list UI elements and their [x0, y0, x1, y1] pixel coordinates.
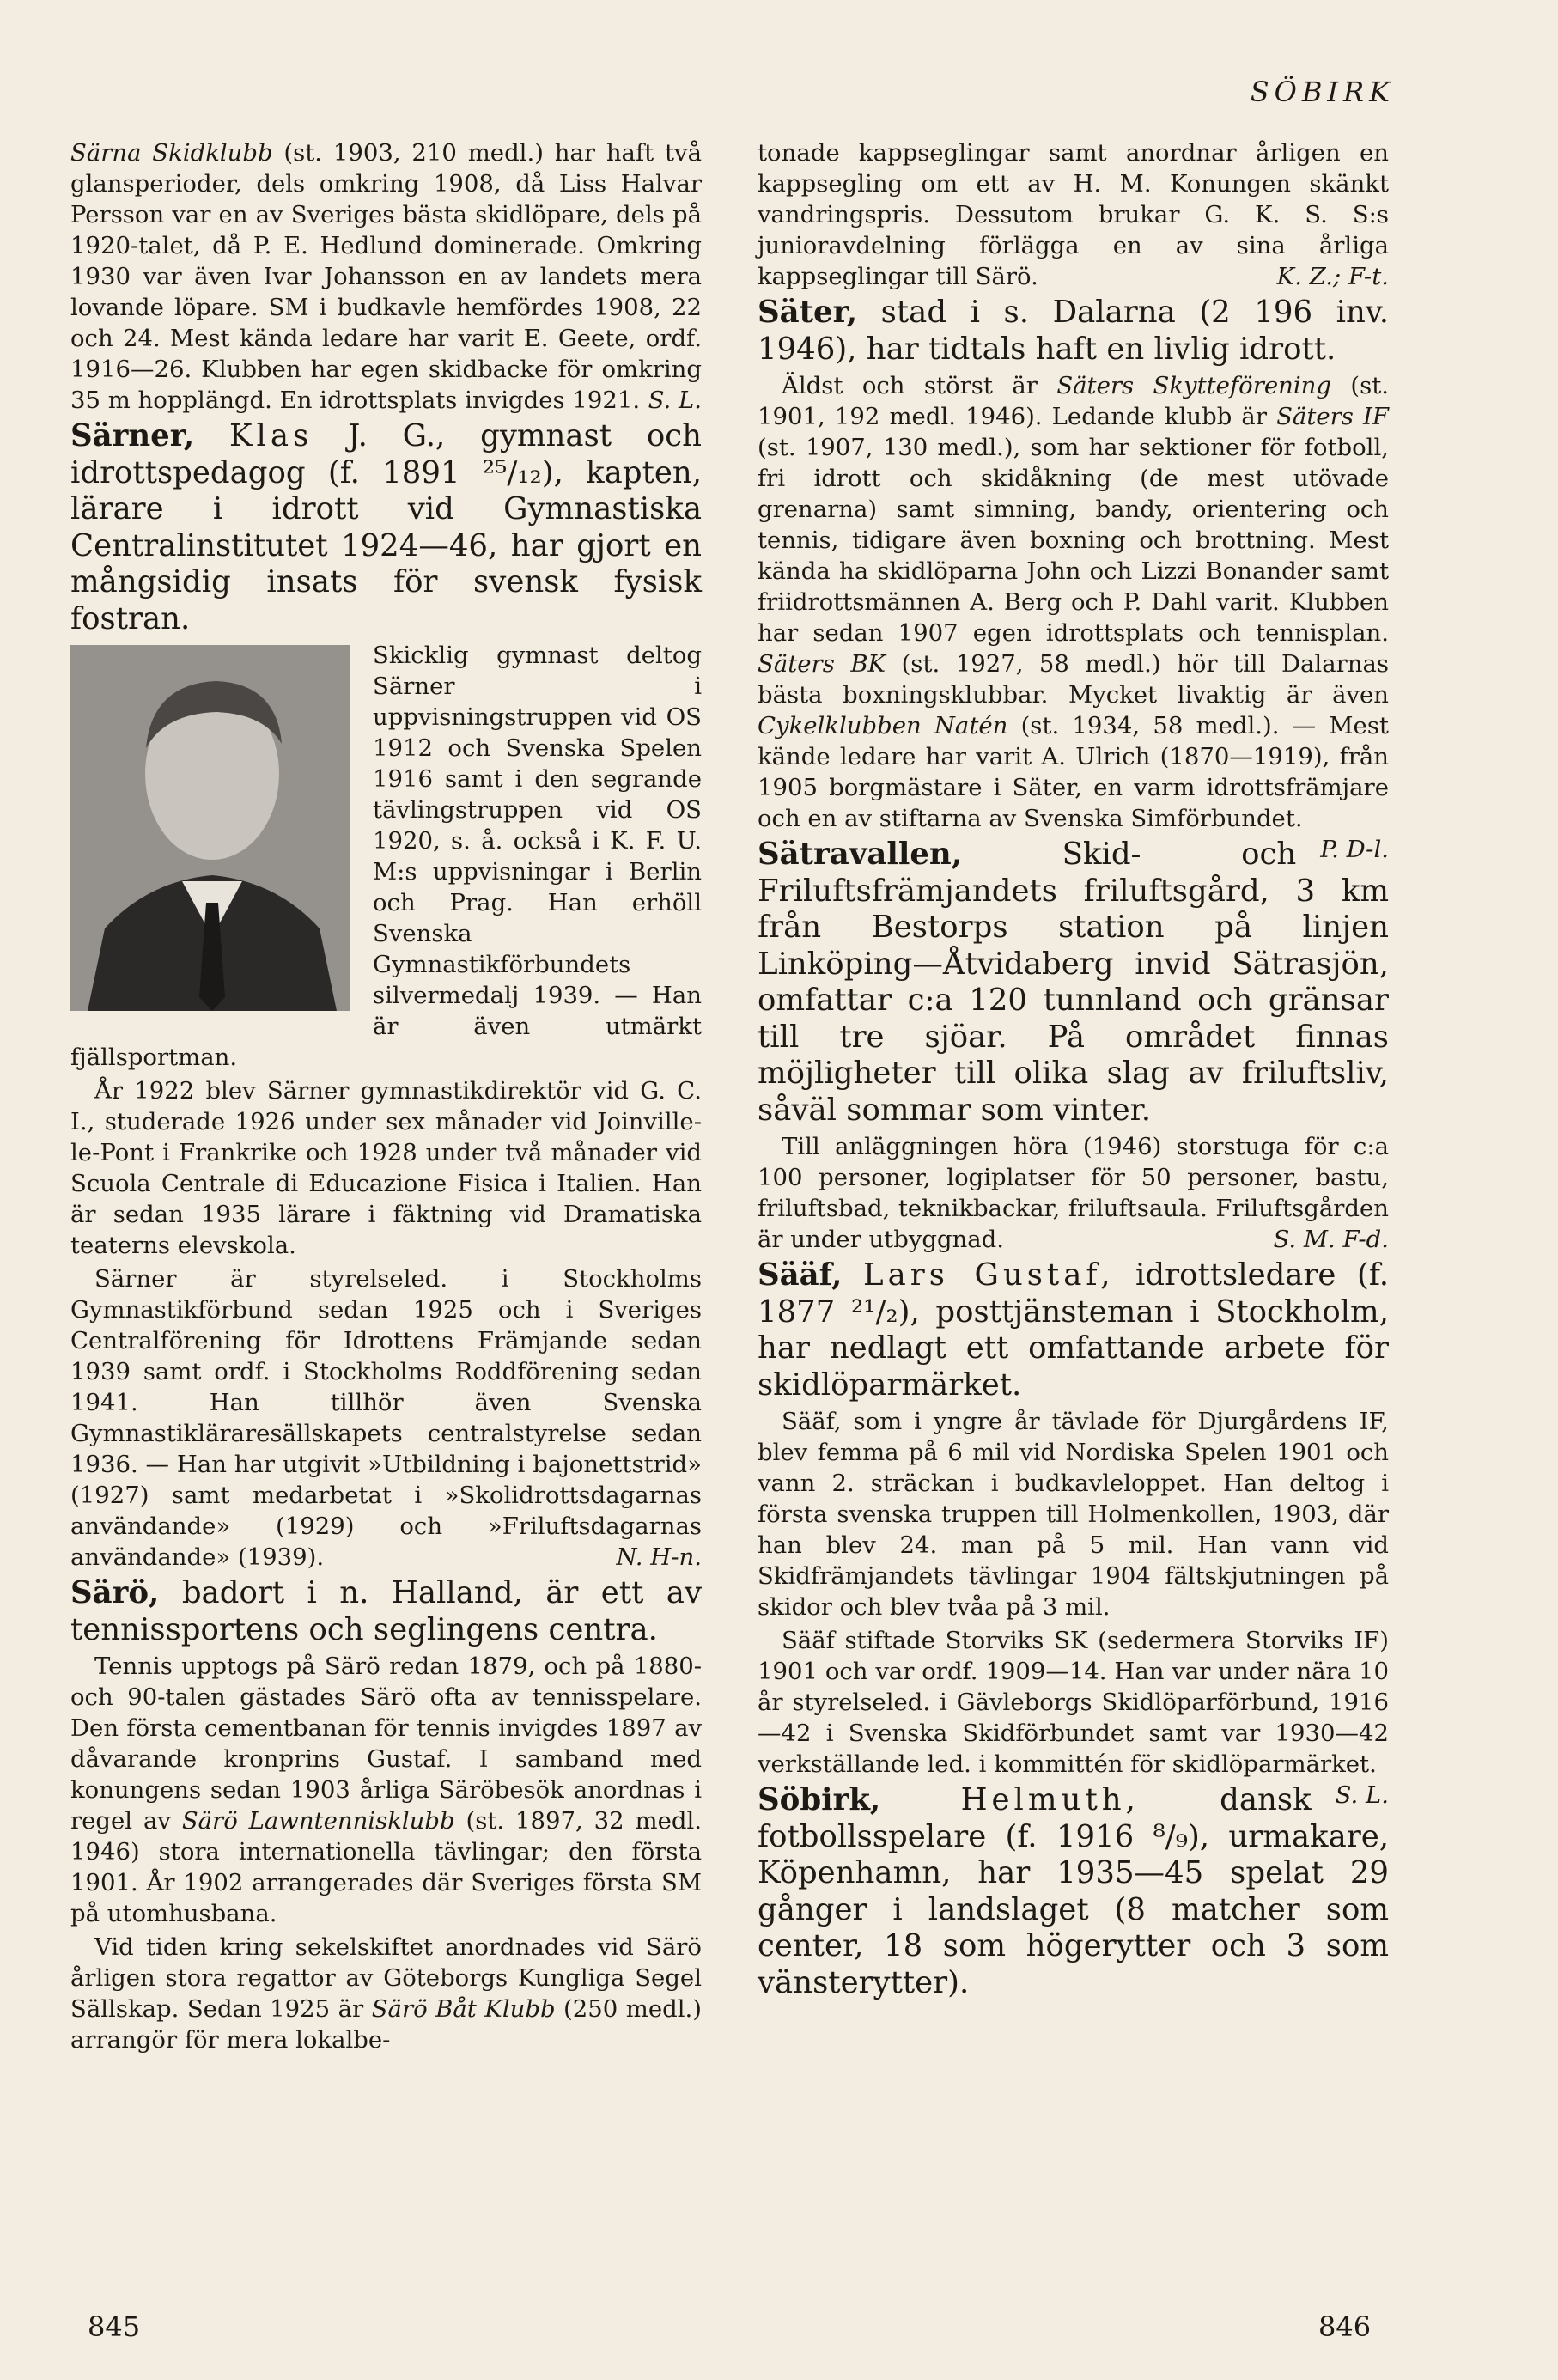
- sarna-club-name: Särna Skidklubb: [70, 139, 273, 167]
- sarner-paragraph-2: År 1922 blev Särner gymnastikdirektör vid G. C. I., studerade 1926 under sex månader vid Joinville-le-Pont i Frankrike och 1928 under två månader vid Scuola Centrale di Educazione Fisica i Italien. Han är sedan 1935 lärare i fäktning vid Dramatiska teaterns elevskola.: [70, 1077, 702, 1259]
- sater-paragraph: Äldst och störst är Säters Skytteförening (st. 1901, 192 medl. 1946). Ledande klubb är Säters IF (st. 1907, 130 medl.), som har sektioner för fotboll, fri idrott och skidåkning (de mest utövade grenarna) samt simning, bandy, orientering och tennis, tidigare även boxning och brottning. Mest kända ha skidlöparna John och Lizzi Bonander samt friidrottsmännen A. Berg och P. Dahl varit. Klubben har sedan 1907 egen idrottsplats och tennisplan. Säters BK (st. 1927, 58 medl.) hör till Dalarnas bästa boxningsklubbar. Mycket livaktig är även Cykelklubben Natén (st. 1934, 58 medl.). — Mest kände ledare har varit A. Ulrich (1870—1919), från 1905 borgmästare i Säter, en varm idrottsfrämjare och en av stiftarna av Svenska Simförbundet. P. D-l.: [758, 372, 1389, 863]
- spaced-name: Helmuth,: [960, 1782, 1140, 1817]
- headword: Sääf,: [758, 1257, 843, 1293]
- headword: Särner,: [70, 418, 195, 453]
- left-column: [70, 137, 702, 2058]
- sobirk-entry-lead: Söbirk, Helmuth, dansk fotbollsspelare (f. 1916 ⁸/₉), urmakare, Köpenhamn, har 1935—45 spelat 29 gånger i landslaget (8 matcher som center, 18 som högerytter och 3 som vänsterytter).: [758, 1782, 1389, 2000]
- sarna-paragraph: Särna Skidklubb (st. 1903, 210 medl.) har haft två glansperioder, dels omkring 1908, då Liss Halvar Persson var en av Sveriges bästa skidlöpare, dels på 1920-talet, då P. E. Hedlund dominerade. Omkring 1930 var även Ivar Johansson en av landets mera lovande löpare. SM i budkavle hemfördes 1908, 22 och 24. Mest kända ledare har varit E. Geete, ordf. 1916—26. Klubben har egen skidbacke för omkring 35 m hopplängd. En idrottsplats invigdes 1921. S. L.: [70, 139, 702, 414]
- spaced-name: Lars Gustaf,: [863, 1257, 1115, 1293]
- saro-paragraph-2: Vid tiden kring sekelskiftet anordnades vid Särö årligen stora regattor av Göteborgs Kungliga Segel Sällskap. Sedan 1925 är Särö Båt Klubb (250 medl.) arrangör för mera lokalbe-: [70, 1933, 702, 2054]
- headword: Söbirk,: [758, 1782, 881, 1817]
- headword: Särö,: [70, 1575, 160, 1610]
- saro-paragraph-1: Tennis upptogs på Särö redan 1879, och på 1880- och 90-talen gästades Särö ofta av tennisspelare. Den första cementbanan för tennis invigdes 1897 av dåvarande kronprins Gustaf. I samband med konungens sedan 1903 årliga Säröbesök anordnas i regel av Särö Lawntennisklubb (st. 1897, 32 medl. 1946) stora internationella tävlingar; den första 1901. År 1902 arrangerades där Sveriges första SM på utomhusbana.: [70, 1653, 703, 1927]
- sarner-portrait: [70, 645, 350, 1011]
- signature: P. D-l.: [1320, 836, 1389, 863]
- spaced-name: Klas: [229, 418, 313, 453]
- running-head: SÖBIRK: [1250, 76, 1395, 108]
- saaf-paragraph-1: Sääf, som i yngre år tävlade för Djurgårdens IF, blev femma på 6 mil vid Nordiska Spelen 1901 och vann 2. sträckan i budkavleloppet. Han deltog i första svenska truppen till Holmenkollen, 1903, där han blev 24. man på 5 mil. Han vann vid Skidfrämjandets tävlingar 1904 fältskjutningen på skidor och blev tvåa på 3 mil.: [758, 1408, 1389, 1621]
- page-number-right: 846: [1318, 2310, 1372, 2343]
- satravallen-entry-lead: Sätravallen, Skid- och Friluftsfrämjandets friluftsgård, 3 km från Bestorps station på linjen Linköping—Åtvidaberg invid Sätrasjön, omfattar c:a 120 tunnland och gränsar till tre sjöar. På området finnas möjligheter till olika slag av friluftsliv, såväl sommar som vinter.: [758, 837, 1389, 1128]
- sarner-photo-text: Skicklig gymnast deltog Särner i uppvisningstruppen vid OS 1912 och Svenska Spelen 1916 samt i den segrande tävlingstruppen vid OS 1920, s. å. också i K. F. U. M:s uppvisningar i Berlin och Prag. Han erhöll Svenska Gymnastikförbundets silvermedalj 1939. — Han är även utmärkt fjällsportman.: [70, 642, 702, 1071]
- signature: S. L.: [648, 387, 702, 414]
- sarner-entry-lead: Särner, Klas J. G., gymnast och idrottspedagog (f. 1891 ²⁵/₁₂), kapten, lärare i idrott vid Gymnastiska Centralinstitutet 1924—46, har gjort en mångsidig insats för svensk fysisk fostran.: [70, 418, 702, 636]
- sater-entry-lead: Säter, stad i s. Dalarna (2 196 inv. 1946), har tidtals haft en livlig idrott.: [758, 295, 1389, 367]
- satravallen-paragraph: Till anläggningen höra (1946) storstuga för c:a 100 personer, logiplatser för 50 personer, bastu, friluftsbad, teknikbackar, friluftsaula. Friluftsgården är under utbyggnad. S. M. F-d.: [758, 1133, 1389, 1253]
- portrait-image: [70, 645, 350, 1011]
- right-column: [758, 137, 1389, 2004]
- signature: S. L.: [1335, 1781, 1389, 1809]
- signature: K. Z.; F-t.: [1276, 263, 1389, 290]
- headword: Sätravallen,: [758, 837, 963, 872]
- signature: S. M. F-d.: [1273, 1226, 1389, 1253]
- saaf-entry-lead: Sääf, Lars Gustaf, idrottsledare (f. 1877 ²¹/₂), posttjänsteman i Stockholm, har nedlagt ett omfattande arbete för skidlöparmärket.: [758, 1257, 1389, 1403]
- headword: Säter,: [758, 295, 858, 330]
- sarner-paragraph-3: Särner är styrelseled. i Stockholms Gymnastikförbund sedan 1925 och i Sveriges Centralförening för Idrottens Främjande sedan 1939 samt ordf. i Stockholms Roddförening sedan 1941. Han tillhör även Svenska Gymnastikläraresällskapets centralstyrelse sedan 1936. — Han har utgivit »Utbildning i bajonettstrid» (1927) samt medarbetat i »Skolidrottsdagarnas användande» (1929) och »Friluftsdagarnas användande» (1939). N. H-n.: [70, 1265, 702, 1571]
- saaf-paragraph-2: Sääf stiftade Storviks SK (sedermera Storviks IF) 1901 och var ordf. 1909—14. Han var under nära 10 år styrelseled. i Gävleborgs Skidlöparförbund, 1916—42 i Svenska Skidförbundet samt var 1930—42 verkställande led. i kommittén för skidlöparmärket. S. L.: [758, 1627, 1389, 1809]
- page-number-left: 845: [88, 2310, 141, 2343]
- signature: N. H-n.: [616, 1543, 702, 1571]
- saro-continuation: tonade kappseglingar samt anordnar årligen en kappsegling om ett av H. M. Konungen skänkt vandringspris. Dessutom brukar G. K. S. S:s junioravdelning förlägga en av sina årliga kappseglingar till Särö. K. Z.; F-t.: [758, 139, 1389, 290]
- saro-entry-lead: Särö, badort i n. Halland, är ett av tennissportens och seglingens centra.: [70, 1575, 702, 1647]
